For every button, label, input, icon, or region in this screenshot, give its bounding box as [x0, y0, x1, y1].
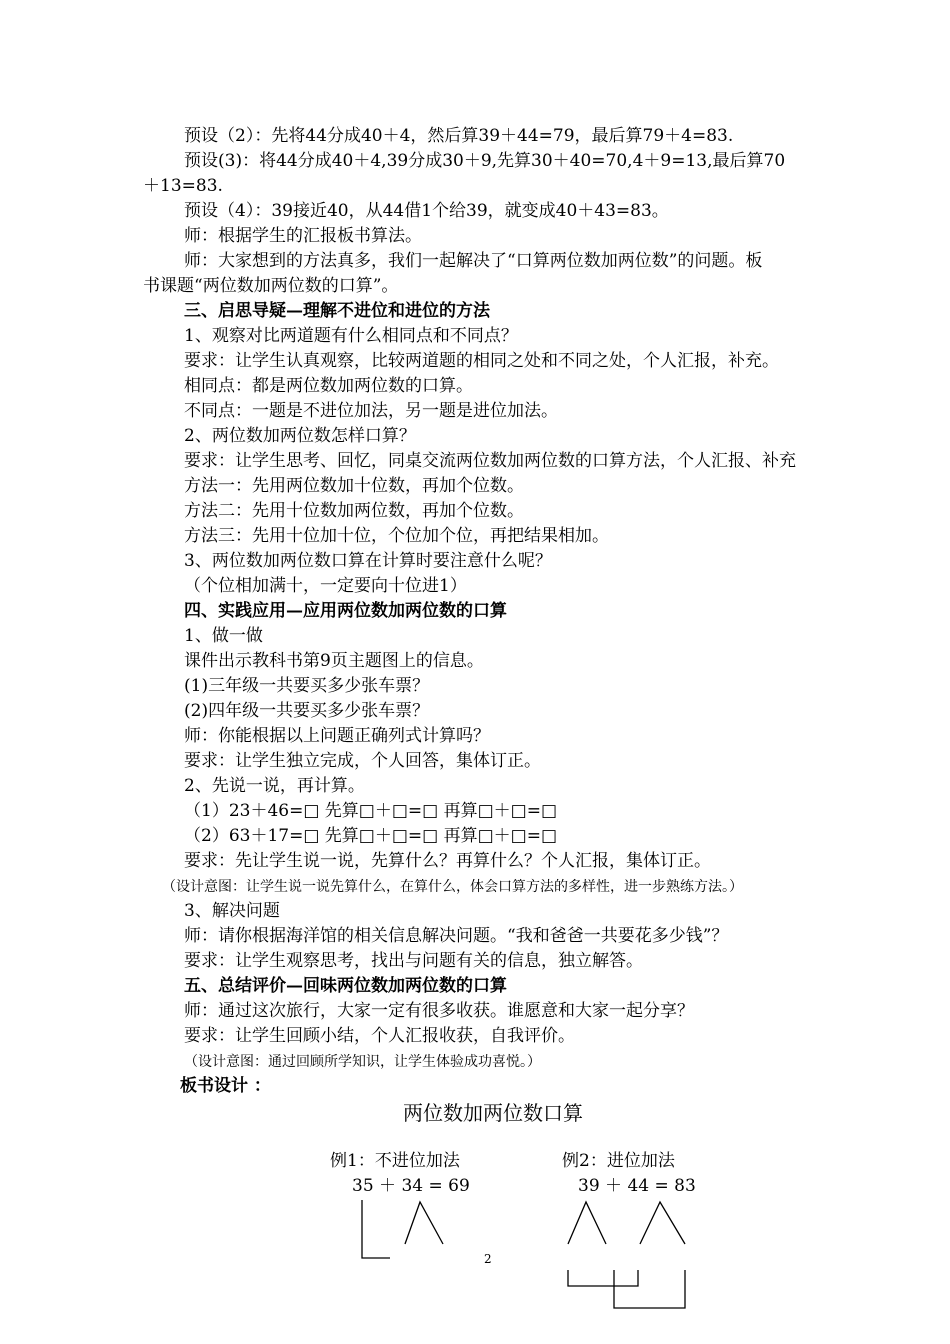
text-line: 相同点：都是两位数加两位数的口算。: [184, 376, 473, 396]
text-line: 1、观察对比两道题有什么相同点和不同点？: [184, 326, 518, 346]
text-line: (1)三年级一共要买多少张车票？: [184, 676, 430, 696]
combine-bracket-lower: [614, 1270, 685, 1308]
text-line: 课件出示教科书第9页主题图上的信息。: [184, 651, 484, 671]
section-heading: 五、总结评价—回味两位数加两位数的口算: [184, 976, 507, 996]
exercise-line: （1）23＋46=□ 先算□＋□=□ 再算□＋□=□: [184, 801, 558, 821]
text-line: 3、两位数加两位数口算在计算时要注意什么呢？: [184, 551, 552, 571]
text-line: 方法三：先用十位加十位，个位加个位，再把结果相加。: [184, 526, 609, 546]
text-line: 2、两位数加两位数怎样口算？: [184, 426, 416, 446]
example-1-expression: 35 ＋ 34 = 69: [352, 1176, 470, 1196]
text-line: 不同点：一题是不进位加法，另一题是进位加法。: [184, 401, 558, 421]
example-2-label: 例2：进位加法: [562, 1151, 675, 1171]
split-branch-39: [568, 1202, 606, 1244]
example-2-expression: 39 ＋ 44 = 83: [578, 1176, 696, 1196]
exercise-line: （2）63＋17=□ 先算□＋□=□ 再算□＋□=□: [184, 826, 558, 846]
combine-bracket-upper: [568, 1270, 638, 1286]
split-line-35: [362, 1200, 390, 1258]
text-line: 师：通过这次旅行，大家一定有很多收获。谁愿意和大家一起分享？: [184, 1001, 694, 1021]
board-design-heading: 板书设计 ：: [180, 1076, 271, 1096]
split-branch-44: [640, 1202, 685, 1244]
text-line: 要求：让学生回顾小结，个人汇报收获，自我评价。: [184, 1026, 575, 1046]
text-line: 1、做一做: [184, 626, 263, 646]
text-line: 师：请你根据海洋馆的相关信息解决问题。“我和爸爸一共要花多少钱”？: [184, 926, 729, 946]
text-line: 预设(3)：将44分成40＋4,39分成30＋9,先算30＋40=70,4＋9=13,最后算70: [184, 151, 786, 171]
text-line: 要求：让学生独立完成，个人回答，集体订正。: [184, 751, 541, 771]
page-number: 2: [484, 1252, 492, 1266]
section-heading: 四、实践应用—应用两位数加两位数的口算: [184, 601, 507, 621]
text-line: 要求：先让学生说一说，先算什么？再算什么？个人汇报，集体订正。: [184, 851, 711, 871]
design-note: （设计意图：通过回顾所学知识，让学生体验成功喜悦。）: [184, 1054, 541, 1070]
text-line: 书课题“两位数加两位数的口算”。: [143, 276, 399, 296]
text-line: 要求：让学生认真观察，比较两道题的相同之处和不同之处，个人汇报，补充。: [184, 351, 779, 371]
design-note: （设计意图：让学生说一说先算什么，在算什么，体会口算方法的多样性，进一步熟练方法。）: [162, 879, 743, 895]
text-line: ＋13=83.: [143, 176, 223, 196]
text-line: 预设（4）：39接近40，从44借1个给39，就变成40＋43=83。: [184, 201, 669, 221]
text-line: 预设（2）：先将44分成40＋4，然后算39＋44=79，最后算79＋4=83.: [184, 126, 734, 146]
split-branch-34: [405, 1202, 443, 1244]
text-line: 师：根据学生的汇报板书算法。: [184, 226, 422, 246]
text-line: 方法一：先用两位数加十位数，再加个位数。: [184, 476, 524, 496]
text-line: 师：大家想到的方法真多，我们一起解决了“口算两位数加两位数”的问题。板: [184, 251, 763, 271]
board-title: 两位数加两位数口算: [403, 1101, 583, 1125]
example-1-label: 例1：不进位加法: [330, 1151, 460, 1171]
section-heading: 三、启思导疑—理解不进位和进位的方法: [184, 301, 490, 321]
text-line: (2)四年级一共要买多少张车票？: [184, 701, 430, 721]
text-line: （个位相加满十，一定要向十位进1）: [184, 576, 467, 596]
text-line: 方法二：先用十位数加两位数，再加个位数。: [184, 501, 524, 521]
text-line: 师：你能根据以上问题正确列式计算吗？: [184, 726, 490, 746]
text-line: 3、解决问题: [184, 901, 280, 921]
text-line: 要求：让学生观察思考，找出与问题有关的信息，独立解答。: [184, 951, 643, 971]
text-line: 2、先说一说，再计算。: [184, 776, 365, 796]
text-line: 要求：让学生思考、回忆，同桌交流两位数加两位数的口算方法，个人汇报、补充: [184, 451, 796, 471]
